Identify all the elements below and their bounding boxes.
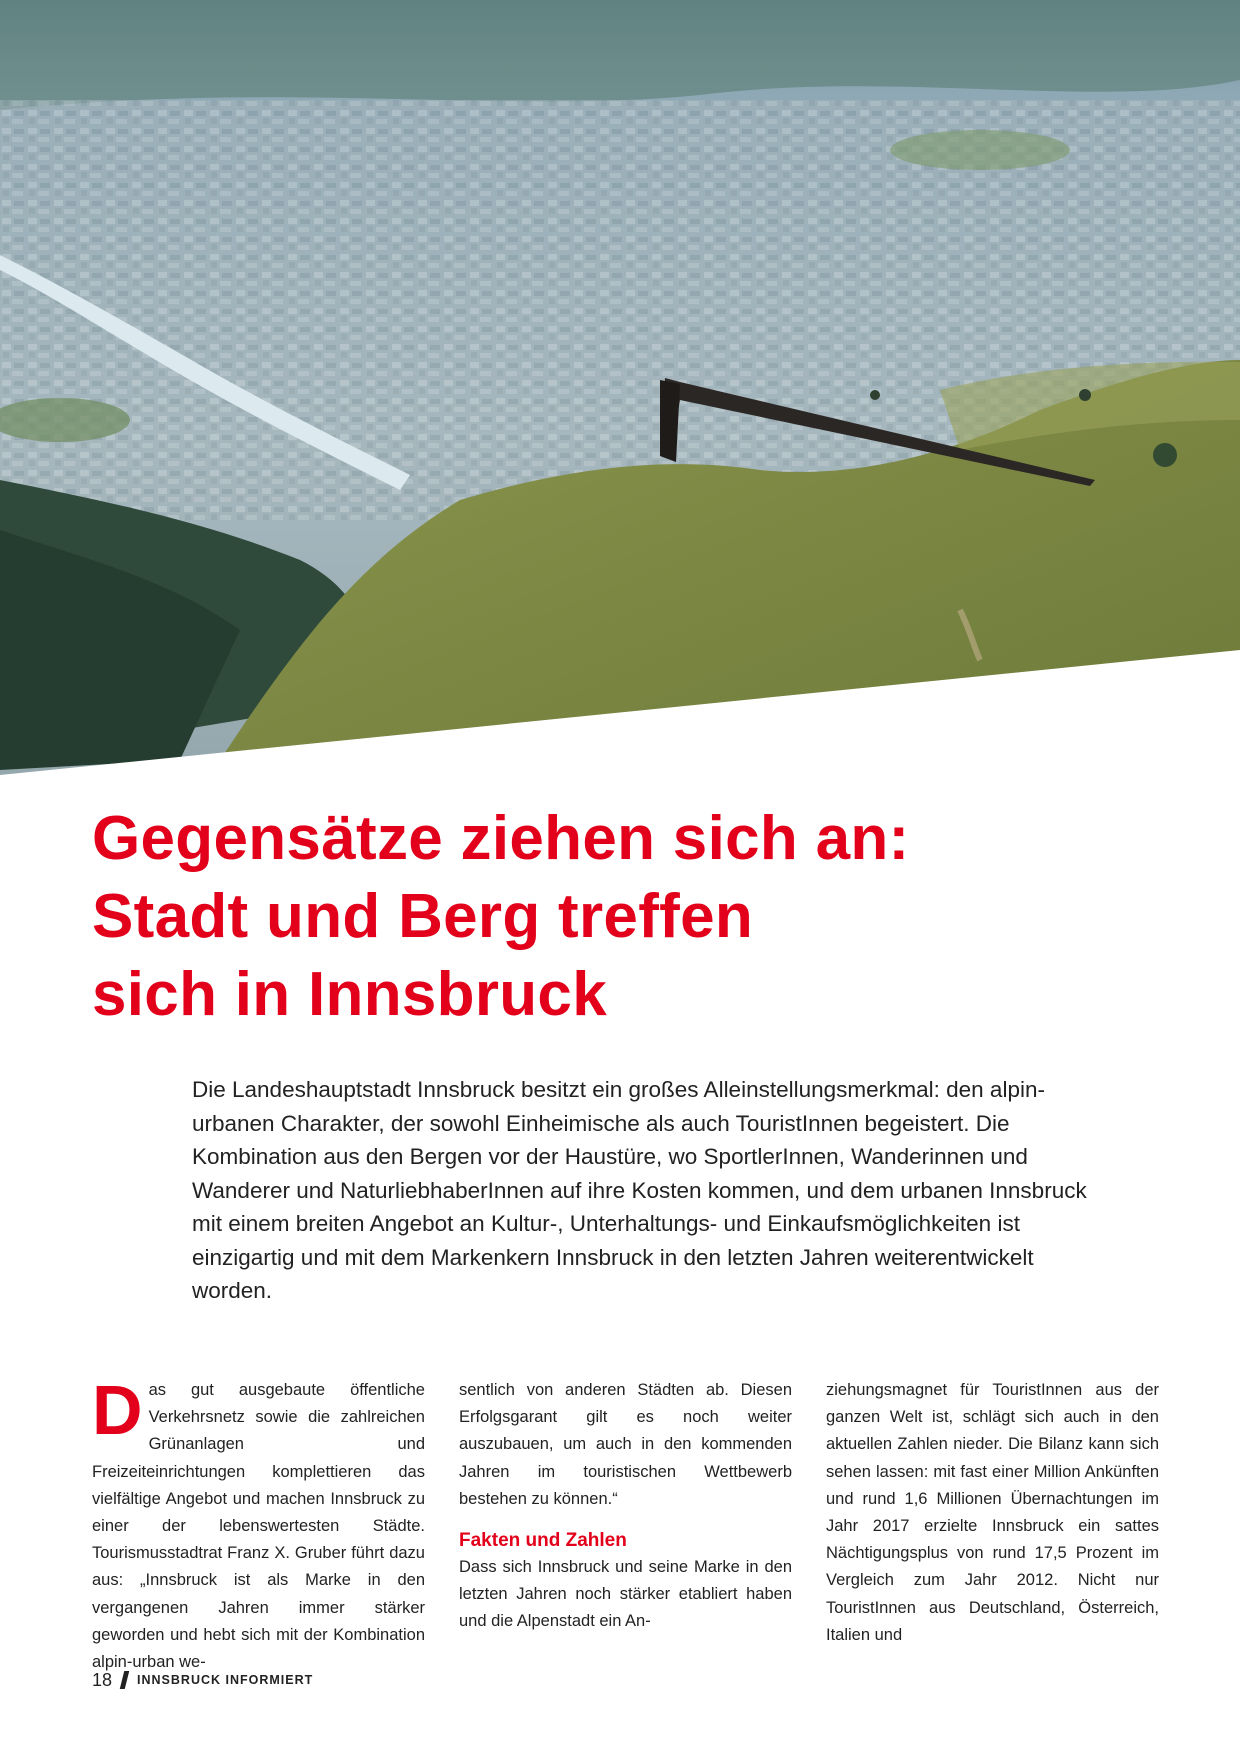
title-line-3: sich in Innsbruck [92, 960, 607, 1029]
body-paragraph: as gut ausgebaute öffentliche Verkehrsnetz sowie die zahlreichen Grünanlagen und Freizeiteinrichtungen komplettieren das vielfältige Angebot und machen Innsbruck zu einer der lebenswertesten Städte. Tourismusstadtrat Franz X. Gruber führt dazu aus: „Innsbruck ist als Marke in den vergangenen Jahren immer stärker geworden und hebt sich mit der Kombination alpin-urban we- [92, 1381, 425, 1672]
article-intro: Die Landeshauptstadt Innsbruck besitzt ein großes Alleinstellungsmerkmal: den alpin-urbanen Charakter, der sowohl Einheimische als auch TouristInnen begeistert. Die Kombination aus den Bergen vor der Haustüre, wo SportlerInnen, Wanderinnen und Wanderer und NaturliebhaberInnen auf ihre Kosten kommen, und dem urbanen Innsbruck mit einem breiten Angebot an Kultur-, Unterhaltungs- und Einkaufsmöglichkeiten ist einzigartig und mit dem Markenkern Innsbruck in den letzten Jahren weiterentwickelt worden. [192, 1077, 1087, 1303]
section-subhead: Fakten und Zahlen [459, 1530, 627, 1552]
article-body [92, 1371, 1165, 1672]
page-number: 18 [92, 1669, 113, 1690]
title-line-1: Gegensätze ziehen sich an: [92, 804, 910, 873]
article-title [92, 800, 1172, 1034]
page-footer [92, 1668, 313, 1692]
body-paragraph: Dass sich Innsbruck und seine Marke in den letzten Jahren noch stärker etabliert haben und die Alpenstadt ein An- [459, 1558, 792, 1631]
body-column-3 [826, 1377, 1159, 1649]
title-line-2: Stadt und Berg treffen [92, 882, 754, 951]
body-column-2 [459, 1377, 792, 1636]
body-paragraph: ziehungsmagnet für TouristInnen aus der ganzen Welt ist, schlägt sich auch in den aktuellen Zahlen nieder. Die Bilanz kann sich sehen lassen: mit fast einer Million Ankünften und rund 1,6 Millionen Übernachtungen im Jahr 2017 erzielte Innsbruck ein sattes Nächtigungsplus von rund 17,5 Prozent im Vergleich zum Jahr 2012. Nicht nur TouristInnen aus Deutschland, Österreich, Italien und [826, 1381, 1159, 1644]
body-column-1 [92, 1371, 425, 1676]
landscape-photo-icon [0, 0, 1240, 780]
slash-divider-icon [120, 1671, 129, 1689]
hero-photo [0, 0, 1240, 780]
body-paragraph: sentlich von anderen Städten ab. Diesen Erfolgsgarant gilt es noch weiter auszubauen, um auch in den kommenden Jahren im touristischen Wettbewerb bestehen zu können.“ [459, 1381, 792, 1508]
dropcap: D [92, 1371, 143, 1449]
magazine-name: INNSBRUCK INFORMIERT [137, 1673, 314, 1687]
